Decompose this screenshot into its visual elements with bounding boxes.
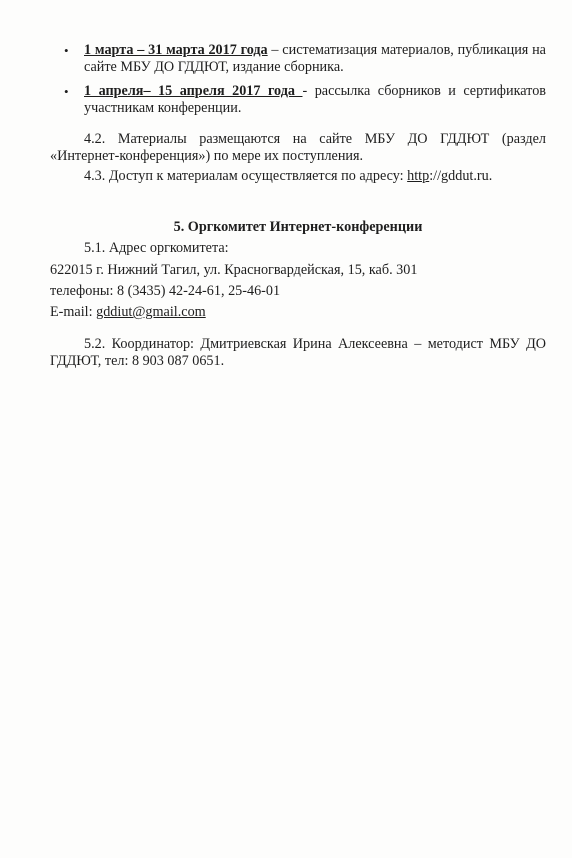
paragraph-5-2: 5.2. Координатор: Дмитриевская Ирина Алексеевна – методист МБУ ДО ГДДЮТ, тел: 8 903 087 0651. [50,336,546,369]
website-link-rest: ://gddut.ru [429,168,489,184]
schedule-description: – систематизация материалов, публикация на сайте МБУ ДО ГДДЮТ, издание сборника. [84,42,546,75]
email-line [50,304,206,321]
paragraph-4-3 [50,168,546,185]
list-item [62,83,546,117]
email-label: E-mail: [50,304,97,320]
schedule-dates: 1 апреля– 15 апреля 2017 года [84,83,303,99]
bullet-icon: • [64,43,69,58]
paragraph-5-1: 5.1. Адрес оргкомитета: [84,240,229,256]
paragraph-4-2: 4.2. Материалы размещаются на сайте МБУ ДО ГДДЮТ (раздел «Интернет-конференция») по мере их поступления. [50,131,546,164]
section-5-heading: 5. Оргкомитет Интернет-конференции [173,219,423,235]
address-line: 622015 г. Нижний Тагил, ул. Красногвардейская, 15, каб. 301 [50,262,418,278]
website-link[interactable]: http [407,168,430,184]
schedule-dates: 1 марта – 31 марта 2017 года [84,42,268,58]
list-item [62,42,546,76]
paragraph-4-3-text: 4.3. Доступ к материалам осуществляется по адресу: [84,168,408,184]
bullet-icon: • [64,84,69,99]
phones-line: телефоны: 8 (3435) 42-24-61, 25-46-01 [50,283,281,299]
schedule-description: - рассылка сборников и сертификатов участникам конференции. [84,83,546,116]
paragraph-4-3-end: . [488,168,493,184]
email-link[interactable]: gddiut@gmail.com [96,304,206,320]
schedule-list [62,42,546,117]
